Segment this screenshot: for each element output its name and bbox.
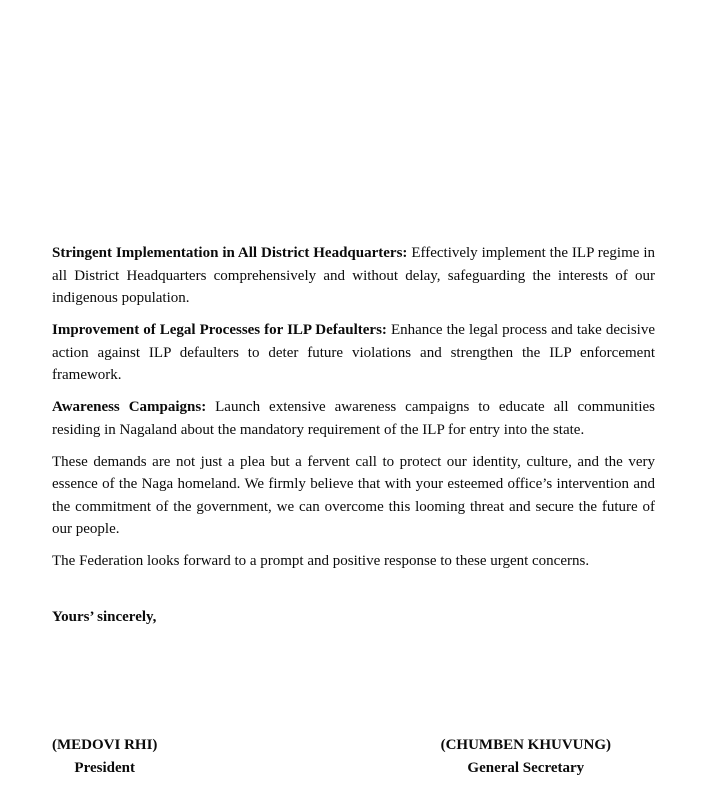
- signatory-name: (CHUMBEN KHUVUNG): [440, 737, 611, 753]
- signatory-general-secretary: [441, 734, 611, 779]
- closing-salutation: Yours’ sincerely,: [52, 608, 157, 625]
- paragraph-lead: Awareness Campaigns:: [52, 399, 207, 415]
- paragraph-body: Launch extensive awareness campaigns to educate all communities residing in Nagaland about the mandatory requirement of the ILP for entry into the state.: [52, 399, 655, 438]
- paragraph-awareness-campaigns: [52, 396, 655, 441]
- paragraph-body: The Federation looks forward to a prompt and positive response to these urgent concerns.: [52, 553, 590, 569]
- signature-block: [52, 734, 655, 779]
- paragraph-legal-processes: [52, 319, 655, 387]
- paragraph-body: Enhance the legal process and take decisive action against ILP defaulters to deter future violations and strengthen the ILP enforcement framework.: [52, 322, 655, 383]
- paragraph-body: These demands are not just a plea but a fervent call to protect our identity, culture, and the very essence of the Naga homeland. We firmly believe that with your esteemed office’s intervention and the commitment of the government, we can overcome this looming threat and secure the future of our people.: [52, 453, 655, 537]
- paragraph-body: Effectively implement the ILP regime in all District Headquarters comprehensively and without delay, safeguarding the interests of our indigenous population.: [52, 245, 656, 306]
- paragraph-federation-response: [52, 550, 655, 573]
- signatory-name: (MEDOVI RHI): [52, 737, 158, 753]
- paragraph-lead: Improvement of Legal Processes for ILP Defaulters:: [52, 322, 387, 338]
- paragraph-lead: Stringent Implementation in All District Headquarters:: [52, 245, 408, 261]
- paragraph-demands-appeal: [52, 451, 655, 541]
- signatory-title: General Secretary: [467, 759, 585, 776]
- paragraph-stringent-implementation: [52, 242, 655, 310]
- signatory-president: [52, 734, 157, 779]
- signatory-title: President: [74, 759, 135, 776]
